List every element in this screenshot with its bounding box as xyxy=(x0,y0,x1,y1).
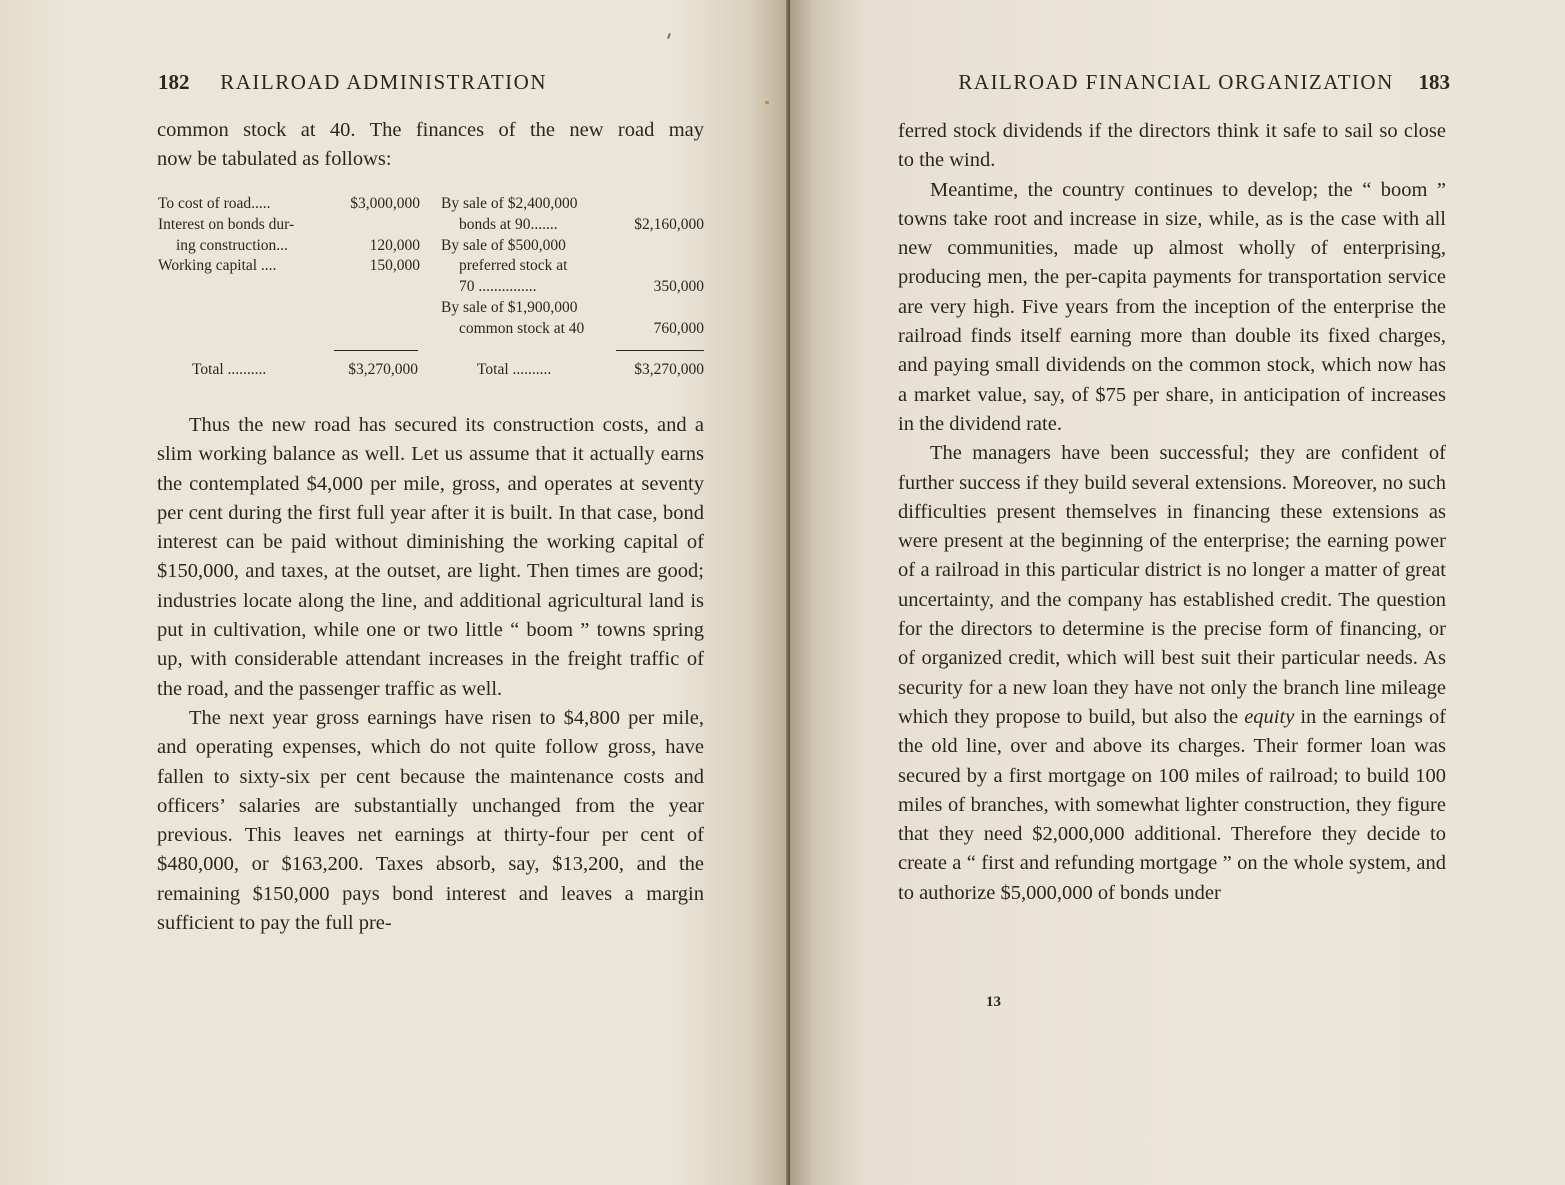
right-body-text xyxy=(898,117,1446,908)
emphasis-text: equity xyxy=(1244,705,1295,728)
debit-row xyxy=(158,194,420,215)
credit-amount: 760,000 xyxy=(653,319,704,337)
credit-label: By sale of $1,900,000 xyxy=(441,298,578,316)
right-page-number: 183 xyxy=(1418,70,1450,94)
credit-label: 70 ............... xyxy=(459,278,537,296)
credit-label: By sale of $2,400,000 xyxy=(441,195,578,212)
credit-row xyxy=(441,319,704,340)
debit-row xyxy=(158,236,420,257)
debit-label: To cost of road..... xyxy=(158,195,271,212)
total-right xyxy=(477,360,704,382)
total-rule-right xyxy=(616,350,704,351)
left-running-title: RAILROAD ADMINISTRATION xyxy=(220,70,547,94)
credit-amount: $2,160,000 xyxy=(634,215,704,233)
credit-label: bonds at 90....... xyxy=(459,215,558,233)
total-rule-left xyxy=(334,350,418,351)
credit-row xyxy=(441,194,704,215)
credit-column xyxy=(441,194,704,340)
total-left xyxy=(192,360,418,382)
debit-label: ing construction... xyxy=(176,236,288,254)
total-left-label: Total .......... xyxy=(192,361,267,378)
debit-amount: $3,000,000 xyxy=(350,195,420,212)
credit-row xyxy=(441,256,704,277)
debit-row xyxy=(158,215,420,236)
credit-row xyxy=(441,215,704,236)
right-running-title: RAILROAD FINANCIAL ORGANIZATION xyxy=(958,70,1394,94)
left-running-head xyxy=(158,70,598,95)
credit-row xyxy=(441,277,704,298)
total-right-label: Total .......... xyxy=(477,361,552,378)
paragraph-text: The managers have been successful; they are confident of further success if they build several extensions. Moreover, no such difficulties present themselves in financing these extensions as were present at the beginning of the enterprise; the earning power of a railroad in this particular district is no longer a matter of great uncertainty, and the company has established credit. The question for the directors to determine is the precise form of financing, or of organized credit, which will best suit their particular needs. As security for a new loan they have not only the branch line mileage which they propose to build, but also the xyxy=(898,442,1446,728)
credit-label: By sale of $500,000 xyxy=(441,236,566,254)
signature-mark: 13 xyxy=(986,994,1001,1010)
right-running-head xyxy=(956,70,1450,95)
paragraph: ferred stock dividends if the directors think it safe to sail so close to the wind. xyxy=(898,120,1446,172)
total-right-amount: $3,270,000 xyxy=(634,361,704,378)
paragraph-text: in the earnings of the old line, over and above its charges. Their former loan was secured by a first mortgage on 100 miles of railroad; to build 100 miles of branches, with somewhat lighter construction, they figure that they need $2,000,000 additional. Therefore they decide to create a “ first and refunding mortgage ” on the whole system, and to authorize $5,000,000 of bonds under xyxy=(898,705,1447,904)
paragraph: Thus the new road has secured its construction costs, and a slim working balance as well. Let us assume that it actually earns the contemplated $4,000 per mile, gross, and operates at seventy per cent during the first full year after it is built. In that case, bond interest can be paid without diminishing the working capital of $150,000, and taxes, at the outset, are light. Then times are good; industries locate along the line, and additional agricultural land is put in cultivation, while one or two little “ boom ” towns spring up, with considerable attendant increases in the freight traffic of the road, and the passenger traffic as well. xyxy=(157,414,704,700)
paragraph: Meantime, the country continues to develop; the “ boom ” towns take root and increase in size, while, as is the case with all new communities, made up almost wholly of enterprising, producing men, the per-capita payments for transportation service are very high. Five years from the inception of the enterprise the railroad finds itself earning more than double its fixed charges, and paying small dividends on the common stock, which now has a market value, say, of $75 per share, in anticipation of increases in the dividend rate. xyxy=(898,178,1446,435)
debit-row xyxy=(158,256,420,277)
paragraph: The next year gross earnings have risen to $4,800 per mile, and operating expenses, which do not quite follow gross, have fallen to sixty-six per cent because the maintenance costs and officers’ salaries are substantially unchanged from the year previous. This leaves net earnings at thirty-four per cent of $480,000, or $163,200. Taxes absorb, say, $13,200, and the remaining $150,000 pays bond interest and leaves a margin sufficient to pay the full pre- xyxy=(157,706,704,935)
intro-line-1: common stock at 40. The finances of the new road may xyxy=(157,119,704,141)
left-body-text xyxy=(157,411,704,938)
debit-label: Working capital .... xyxy=(158,257,277,275)
intro-line-2: now be tabulated as follows: xyxy=(157,148,392,171)
left-intro xyxy=(157,116,704,175)
debit-amount: 120,000 xyxy=(369,236,420,254)
paragraph xyxy=(898,439,1446,908)
credit-label: preferred stock at xyxy=(459,257,568,275)
debit-label: Interest on bonds dur- xyxy=(158,215,295,233)
credit-amount: 350,000 xyxy=(653,278,704,296)
credit-label: common stock at 40 xyxy=(459,319,585,337)
paper-speck xyxy=(765,101,769,104)
total-left-amount: $3,270,000 xyxy=(348,361,418,378)
debit-amount: 150,000 xyxy=(369,257,420,275)
credit-row xyxy=(441,236,704,257)
left-page-number: 182 xyxy=(158,70,190,94)
debit-column xyxy=(158,194,420,277)
credit-row xyxy=(441,298,704,319)
